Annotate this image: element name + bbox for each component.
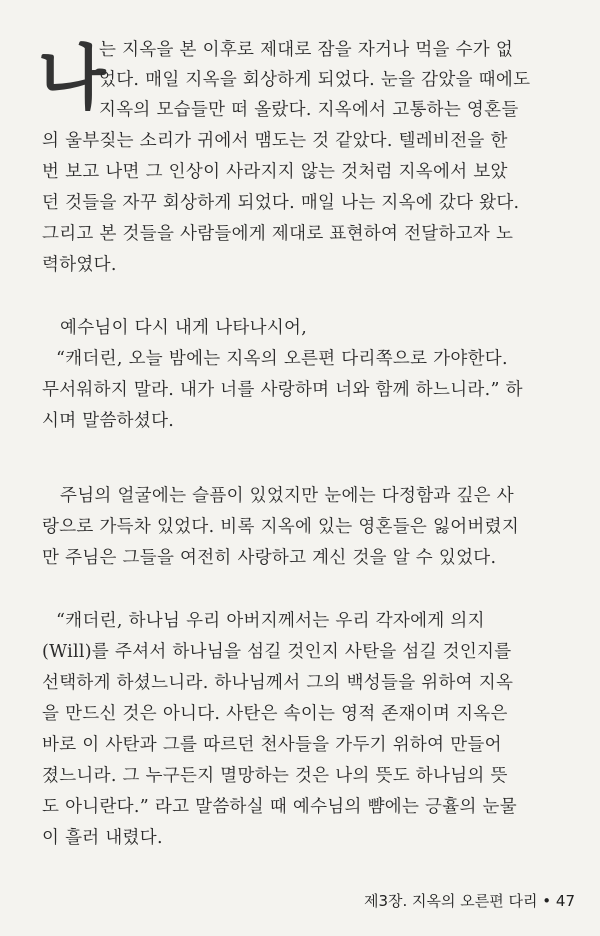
drop-cap: 나 — [38, 36, 106, 119]
paragraph-1-line: 의 울부짖는 소리가 귀에서 맴도는 것 같았다. 텔레비전을 한 — [42, 131, 508, 151]
paragraph-2-line: 시며 말씀하셨다. — [42, 411, 175, 431]
paragraph-2-line: 무서워하지 말라. 내가 너를 사랑하며 너와 함께 하느니라.” 하 — [42, 380, 523, 400]
paragraph-1-line: 그리고 본 것들을 사람들에게 제대로 표현하여 전달하고자 노 — [42, 224, 514, 244]
paragraph-1-line: 지옥의 모습들만 떠 올랐다. 지옥에서 고통하는 영혼들 — [99, 100, 519, 120]
paragraph-2-line: “캐더린, 오늘 밤에는 지옥의 오른편 다리쪽으로 가야한다. — [56, 349, 508, 369]
paragraph-3-line: 주님의 얼굴에는 슬픔이 있었지만 눈에는 다정함과 깊은 사 — [60, 486, 514, 506]
paragraph-1-line: 는 지옥을 본 이후로 제대로 잠을 자거나 먹을 수가 없 — [99, 40, 514, 60]
page-footer: 제3장. 지옥의 오른편 다리 • 47 — [364, 892, 575, 910]
paragraph-4-line: 선택하게 하셨느니라. 하나님께서 그의 백성들을 위하여 지옥 — [42, 673, 514, 693]
paragraph-1-line: 번 보고 나면 그 인상이 사라지지 않는 것처럼 지옥에서 보았 — [42, 162, 508, 182]
paragraph-4-line: (Will)를 주셔서 하나님을 섬길 것인지 사탄을 섬길 것인지를 — [42, 642, 512, 662]
paragraph-1-line: 었다. 매일 지옥을 회상하게 되었다. 눈을 감았을 때에도 — [99, 70, 531, 90]
paragraph-4-line: 도 아니란다.” 라고 말씀하실 때 예수님의 뺨에는 긍휼의 눈물 — [42, 797, 517, 817]
paragraph-4-line: 이 흘러 내렸다. — [42, 828, 163, 848]
paragraph-3-line: 만 주님은 그들을 여전히 사랑하고 계신 것을 알 수 있었다. — [42, 548, 497, 568]
paragraph-1-line: 던 것들을 자꾸 회상하게 되었다. 매일 나는 지옥에 갔다 왔다. — [42, 193, 520, 213]
paragraph-4-line: 졌느니라. 그 누구든지 멸망하는 것은 나의 뜻도 하나님의 뜻 — [42, 766, 508, 786]
paragraph-1-line: 력하였다. — [42, 255, 117, 275]
paragraph-4-line: “캐더린, 하나님 우리 아버지께서는 우리 각자에게 의지 — [56, 611, 485, 631]
paragraph-2-line: 예수님이 다시 내게 나타나시어, — [60, 318, 308, 338]
paragraph-4-line: 을 만드신 것은 아니다. 사탄은 속이는 영적 존재이며 지옥은 — [42, 704, 508, 724]
paragraph-4-line: 바로 이 사탄과 그를 따르던 천사들을 가두기 위하여 만들어 — [42, 735, 502, 755]
paragraph-3-line: 랑으로 가득차 있었다. 비록 지옥에 있는 영혼들은 잃어버렸지 — [42, 517, 520, 537]
